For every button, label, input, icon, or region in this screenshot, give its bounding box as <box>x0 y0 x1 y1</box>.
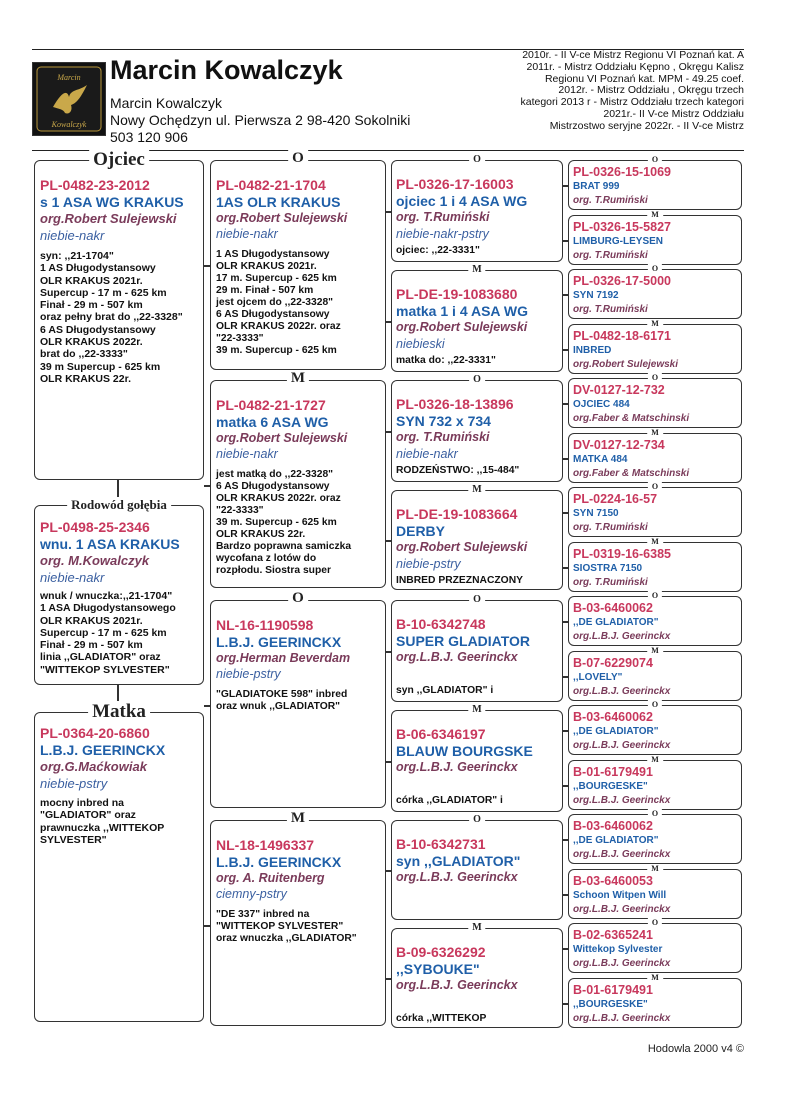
connector <box>563 567 568 569</box>
father-owner: org.Robert Sulejewski <box>40 211 177 226</box>
great-grandparent-description <box>396 795 503 807</box>
great-great-grandparent-card[interactable] <box>568 209 742 265</box>
great-grandparent-owner: org.L.B.J. Geerinckx <box>396 650 518 664</box>
description-line: córka ,,GLADIATOR" i <box>396 795 503 806</box>
gggp-ring: PL-0326-15-5827 <box>573 219 671 234</box>
subject-title: Rodowód gołębia <box>67 497 171 513</box>
great-great-grandparent-card[interactable] <box>568 972 742 1028</box>
great-grandparent-owner: org.L.B.J. Geerinckx <box>396 760 518 774</box>
description-line: "DE 337" inbred na <box>216 909 310 920</box>
great-grandparent-card[interactable] <box>391 814 563 920</box>
subject-ring: PL-0498-25-2346 <box>40 519 150 535</box>
subject-card[interactable] <box>34 497 204 685</box>
great-grandparent-name: SUPER GLADIATOR <box>396 633 531 649</box>
achievement-line: kategori 2013 r - Mistrz Oddziału trzech kategori <box>520 96 744 109</box>
connector <box>563 676 568 678</box>
gggp-ring: DV-0127-12-732 <box>573 383 665 397</box>
achievement-line: Regionu VI Poznań kat. MPM - 49.25 coef. <box>544 72 744 85</box>
sex-label: M <box>647 646 663 655</box>
connector <box>563 512 568 514</box>
description-line: 6 AS Długodystansowy <box>216 309 330 320</box>
sex-label: O <box>288 590 308 607</box>
gggp-ring: PL-0482-18-6171 <box>573 328 671 343</box>
grandparent-name: L.B.J. GEERINCKX <box>216 634 342 650</box>
achievements-list <box>454 50 744 133</box>
sex-label: M <box>647 210 663 219</box>
description-line: 39 m Supercup - 625 km <box>40 360 161 373</box>
sex-label: O <box>648 482 662 491</box>
description-line: Finał - 29 m - 507 km <box>40 639 143 652</box>
connector <box>204 705 210 707</box>
great-great-grandparent-card[interactable] <box>568 536 742 592</box>
description-line: jest ojcem do ,,22-3328" <box>216 297 334 308</box>
achievement-line: 2012r. - Mistrz Oddziału , Okręgu trzech <box>558 84 744 97</box>
description-line: oraz wnuk ,,GLADIATOR" <box>216 701 341 712</box>
great-grandparent-ring: PL-0326-18-13896 <box>396 396 514 412</box>
great-great-grandparent-card[interactable] <box>568 645 742 701</box>
description-line: 29 m. Finał - 507 km <box>216 285 314 296</box>
great-grandparent-description <box>396 465 519 477</box>
father-card[interactable] <box>34 149 204 480</box>
connector <box>563 458 568 460</box>
grandparent-color: niebie-nakr <box>216 447 278 461</box>
great-grandparent-color: niebie-nakr-pstry <box>396 227 489 241</box>
description-line: OLR KRAKUS 22r. <box>216 529 306 540</box>
description-line: matka do: ,,22-3331" <box>396 355 496 366</box>
great-grandparent-card[interactable] <box>391 922 563 1028</box>
father-description <box>40 250 183 385</box>
description-line: 1 AS Długodystansowy <box>40 262 156 275</box>
owner-phone: 503 120 906 <box>110 129 188 145</box>
gggp-owner: org.L.B.J. Geerinckx <box>573 740 671 751</box>
great-grandparent-name: ojciec 1 i 4 ASA WG <box>396 193 528 209</box>
connector <box>563 294 568 296</box>
connector <box>563 1003 568 1005</box>
subject-owner: org. M.Kowalczyk <box>40 553 150 568</box>
description-line: syn ,,GLADIATOR" i <box>396 685 494 696</box>
connector <box>563 240 568 242</box>
subject-color: niebie-nakr <box>40 570 105 585</box>
great-grandparent-owner: org.Robert Sulejewski <box>396 540 528 554</box>
grandparent-ring: PL-0482-21-1704 <box>216 177 326 193</box>
description-line: INBRED PRZEZNACZONY <box>396 575 523 586</box>
gggp-ring: B-03-6460062 <box>573 601 653 615</box>
description-line: Bardzo poprawna samiczka <box>216 541 352 552</box>
great-grandparent-description <box>396 685 493 697</box>
description-line: wnuk / wnuczka:,,21-1704" <box>40 590 173 602</box>
connector <box>563 621 568 623</box>
connector <box>386 431 391 433</box>
great-great-grandparent-card[interactable] <box>568 918 742 973</box>
description-line: RODZEŃSTWO: ,,15-484" <box>396 465 520 476</box>
connector <box>386 651 391 653</box>
sex-label: M <box>647 755 663 764</box>
description-line: brat do ,,22-3333" <box>40 348 128 361</box>
grandparent-ring: NL-16-1190598 <box>216 617 314 633</box>
gggp-ring: PL-0224-16-57 <box>573 492 658 506</box>
svg-text:Marcin: Marcin <box>57 73 81 82</box>
great-great-grandparent-card[interactable] <box>568 809 742 864</box>
gggp-name: Wittekop Sylvester <box>573 944 663 955</box>
description-line: 17 m. Supercup - 625 km <box>216 273 337 284</box>
great-grandparent-ring: B-06-6346197 <box>396 726 486 742</box>
grandparent-card[interactable] <box>210 810 386 1026</box>
great-grandparent-owner: org.L.B.J. Geerinckx <box>396 870 518 884</box>
great-great-grandparent-card[interactable] <box>568 264 742 319</box>
description-line: wycofana z lotów do <box>216 553 317 564</box>
great-grandparent-card[interactable] <box>391 594 563 702</box>
connector <box>563 894 568 896</box>
sex-label: M <box>468 264 485 275</box>
description-line: linia ,,GLADIATOR" oraz <box>40 651 161 664</box>
connector <box>563 349 568 351</box>
gggp-owner: org.L.B.J. Geerinckx <box>573 794 671 806</box>
sex-label: M <box>468 704 485 715</box>
gggp-owner: org. T.Rumiński <box>573 576 648 588</box>
gggp-owner: org. T.Rumiński <box>573 249 648 261</box>
great-grandparent-owner: org.L.B.J. Geerinckx <box>396 978 518 992</box>
description-line: rozpłodu. Siostra super <box>216 565 331 576</box>
gggp-owner: org. T.Rumiński <box>573 522 648 533</box>
description-line: 6 AS Długodystansowy <box>216 481 330 492</box>
grandparent-description <box>216 689 347 713</box>
mother-title: Matka <box>88 701 150 723</box>
club-logo <box>32 62 106 136</box>
gggp-owner: org. T.Rumiński <box>573 195 648 206</box>
description-line: Supercup - 17 m - 625 km <box>40 286 167 299</box>
mother-description <box>40 797 164 846</box>
great-grandparent-card[interactable] <box>391 374 563 482</box>
great-grandparent-ring: B-10-6342731 <box>396 836 486 852</box>
connector <box>563 185 568 187</box>
great-grandparent-color: niebie-nakr <box>396 447 458 461</box>
grandparent-name: L.B.J. GEERINCKX <box>216 854 342 870</box>
grandparent-color: niebie-nakr <box>216 227 278 241</box>
great-grandparent-owner: org.Robert Sulejewski <box>396 320 528 334</box>
gggp-name: LIMBURG-LEYSEN <box>573 235 663 247</box>
great-grandparent-name: BLAUW BOURGSKE <box>396 743 533 759</box>
connector <box>386 321 391 323</box>
sex-label: O <box>469 154 485 165</box>
great-great-grandparent-card[interactable] <box>568 373 742 428</box>
sex-label: M <box>647 319 663 328</box>
sex-label: O <box>648 809 662 818</box>
gggp-name: OJCIEC 484 <box>573 399 630 410</box>
sex-label: M <box>287 810 309 827</box>
sex-label: O <box>648 591 662 600</box>
gggp-name: SYN 7192 <box>573 290 619 301</box>
gggp-owner: org.L.B.J. Geerinckx <box>573 685 671 697</box>
achievement-line: 2010r. - II V-ce Mistrz Regionu VI Poznań kat. A <box>522 49 744 61</box>
sex-label: O <box>648 700 662 709</box>
description-line: oraz pełny brat do ,,22-3328" <box>40 311 183 324</box>
description-line: ojciec: ,,22-3331" <box>396 245 480 256</box>
grandparent-description <box>216 909 357 945</box>
great-grandparent-description <box>396 355 496 367</box>
gggp-ring: B-01-6179491 <box>573 982 653 997</box>
sex-label: O <box>469 594 485 605</box>
gggp-name: ,,LOVELY" <box>573 671 623 683</box>
grandparent-description <box>216 469 351 577</box>
gggp-name: BRAT 999 <box>573 181 620 192</box>
great-great-grandparent-card[interactable] <box>568 863 742 919</box>
sex-label: O <box>648 373 662 382</box>
grandparent-name: matka 6 ASA WG <box>216 414 329 430</box>
description-line: OLR KRAKUS 2021r. <box>216 261 317 272</box>
gggp-owner: org.L.B.J. Geerinckx <box>573 1012 671 1024</box>
gggp-name: SYN 7150 <box>573 508 619 519</box>
grandparent-ring: PL-0482-21-1727 <box>216 397 326 413</box>
gggp-ring: DV-0127-12-734 <box>573 437 665 452</box>
description-line: "22-3333" <box>216 333 264 344</box>
great-grandparent-ring: PL-0326-17-16003 <box>396 176 514 192</box>
connector <box>563 839 568 841</box>
great-great-grandparent-card[interactable] <box>568 318 742 374</box>
sex-label: O <box>648 155 662 164</box>
connector <box>204 925 210 927</box>
achievement-line: 2021r.- II V-ce Mistrz Oddziału <box>603 107 744 120</box>
connector <box>563 948 568 950</box>
great-grandparent-ring: B-09-6326292 <box>396 944 486 960</box>
mother-ring: PL-0364-20-6860 <box>40 725 150 741</box>
description-line: syn: ,,21-1704" <box>40 250 114 262</box>
great-grandparent-name: DERBY <box>396 523 446 539</box>
great-grandparent-description <box>396 245 480 257</box>
great-grandparent-name: SYN 732 x 734 <box>396 413 491 429</box>
gggp-owner: org. T.Rumiński <box>573 304 648 315</box>
achievement-line: 2011r. - Mistrz Oddziału Kępno , Okręgu Kalisz <box>526 60 744 73</box>
gggp-ring: B-07-6229074 <box>573 655 653 670</box>
gggp-ring: PL-0319-16-6385 <box>573 546 671 561</box>
owner-address: Nowy Ochędzyn ul. Pierwsza 2 98-420 Sokolniki <box>110 112 411 128</box>
gggp-name: ,,DE GLADIATOR" <box>573 835 659 846</box>
description-line: Supercup - 17 m - 625 km <box>40 626 167 639</box>
description-line: prawnuczka ,,WITTEKOP <box>40 821 165 834</box>
great-grandparent-card[interactable] <box>391 704 563 812</box>
sex-label: O <box>469 374 485 385</box>
connector <box>386 211 391 213</box>
gggp-name: Schoon Witpen Will <box>573 889 667 901</box>
great-great-grandparent-card[interactable] <box>568 591 742 646</box>
gggp-name: ,,BOURGESKE" <box>573 780 648 792</box>
description-line: oraz wnuczka ,,GLADIATOR" <box>216 933 357 944</box>
great-grandparent-name: matka 1 i 4 ASA WG <box>396 303 529 319</box>
sex-label: O <box>648 264 662 273</box>
great-grandparent-name: ,,SYBOUKE" <box>396 961 480 977</box>
subject-description <box>40 590 176 676</box>
description-line: SYLVESTER" <box>40 833 107 846</box>
connector <box>563 785 568 787</box>
description-line: 6 AS Długodystansowy <box>40 323 156 336</box>
gggp-name: MATKA 484 <box>573 453 628 465</box>
gggp-ring: B-03-6460062 <box>573 710 653 724</box>
great-grandparent-owner: org. T.Rumiński <box>396 430 490 444</box>
description-line: OLR KRAKUS 2022r. <box>40 336 143 349</box>
gggp-name: ,,BOURGESKE" <box>573 998 648 1010</box>
grandparent-ring: NL-18-1496337 <box>216 837 315 853</box>
grandparent-owner: org.Herman Beverdam <box>216 651 351 665</box>
gggp-ring: B-03-6460053 <box>573 873 653 888</box>
grandparent-owner: org.Robert Sulejewski <box>216 211 348 225</box>
sex-label: M <box>647 537 663 546</box>
great-great-grandparent-card[interactable] <box>568 754 742 810</box>
great-grandparent-color: niebieski <box>396 337 445 351</box>
gggp-ring: PL-0326-15-1069 <box>573 165 671 179</box>
description-line: "WITTEKOP SYLVESTER" <box>40 663 170 676</box>
connector <box>563 730 568 732</box>
gggp-ring: B-01-6179491 <box>573 764 653 779</box>
gggp-name: SIOSTRA 7150 <box>573 562 643 574</box>
gggp-owner: org.L.B.J. Geerinckx <box>573 631 671 642</box>
mother-name: L.B.J. GEERINCKX <box>40 742 166 758</box>
grandparent-description <box>216 249 341 357</box>
great-grandparent-name: syn ,,GLADIATOR" <box>396 853 521 869</box>
great-grandparent-card[interactable] <box>391 264 563 372</box>
father-color: niebie-nakr <box>40 228 105 243</box>
description-line: "GLADIATOKE 598" inbred <box>216 689 348 700</box>
father-title: Ojciec <box>89 149 149 171</box>
sex-label: M <box>647 864 663 873</box>
gggp-owner: org.Robert Sulejewski <box>573 358 679 370</box>
grandparent-card[interactable] <box>210 150 386 370</box>
gggp-name: ,,DE GLADIATOR" <box>573 617 659 628</box>
grandparent-owner: org.Robert Sulejewski <box>216 431 348 445</box>
description-line: 1 ASA Długodystansowego <box>40 602 176 615</box>
father-name: s 1 ASA WG KRAKUS <box>40 194 184 210</box>
description-line: "22-3333" <box>216 505 264 516</box>
owner-name: Marcin Kowalczyk <box>110 55 343 85</box>
description-line: "WITTEKOP SYLVESTER" <box>216 921 344 932</box>
description-line: 1 AS Długodystansowy <box>216 249 330 260</box>
description-line: "GLADIATOR" oraz <box>40 809 136 822</box>
great-grandparent-ring: PL-DE-19-1083664 <box>396 506 518 522</box>
great-grandparent-ring: B-10-6342748 <box>396 616 486 632</box>
sex-label: M <box>647 973 663 982</box>
great-grandparent-ring: PL-DE-19-1083680 <box>396 286 518 302</box>
great-grandparent-color: niebie-pstry <box>396 557 461 571</box>
gggp-name: ,,DE GLADIATOR" <box>573 726 659 737</box>
gggp-owner: org.Faber & Matschinski <box>573 413 690 424</box>
connector <box>204 265 210 267</box>
gggp-ring: B-03-6460062 <box>573 819 653 833</box>
gggp-owner: org.L.B.J. Geerinckx <box>573 958 671 969</box>
gggp-owner: org.L.B.J. Geerinckx <box>573 903 671 915</box>
gggp-owner: org.Faber & Matschinski <box>573 467 690 479</box>
footer-credit: Hodowla 2000 v4 © <box>647 1043 744 1055</box>
sex-label: O <box>648 918 662 927</box>
connector <box>204 485 210 487</box>
description-line: Finał - 29 m - 507 km <box>40 299 143 312</box>
connector <box>386 870 391 872</box>
description-line: 39 m. Supercup - 625 km <box>216 517 337 528</box>
description-line: OLR KRAKUS 2022r. oraz <box>216 493 341 504</box>
great-great-grandparent-card[interactable] <box>568 700 742 755</box>
description-line: 39 m. Supercup - 625 km <box>216 345 337 356</box>
pigeon-logo-icon <box>33 63 105 135</box>
connector <box>386 540 391 542</box>
great-grandparent-card[interactable] <box>391 154 563 262</box>
gggp-ring: PL-0326-17-5000 <box>573 274 671 288</box>
mother-color: niebie-pstry <box>40 776 108 791</box>
gggp-ring: B-02-6365241 <box>573 928 653 942</box>
owner-name-small: Marcin Kowalczyk <box>110 95 223 111</box>
mother-owner: org.G.Maćkowiak <box>40 759 147 774</box>
subject-name: wnu. 1 ASA KRAKUS <box>40 536 180 552</box>
gggp-name: INBRED <box>573 344 612 356</box>
description-line: córka ,,WITTEKOP <box>396 1013 487 1024</box>
mother-card[interactable] <box>34 701 204 1022</box>
sex-label: M <box>287 370 309 387</box>
sex-label: O <box>288 150 308 167</box>
great-grandparent-owner: org. T.Rumiński <box>396 210 490 224</box>
connector <box>386 978 391 980</box>
gggp-owner: org.L.B.J. Geerinckx <box>573 849 671 860</box>
svg-text:Kowalczyk: Kowalczyk <box>51 120 87 129</box>
grandparent-color: niebie-pstry <box>216 667 281 681</box>
description-line: mocny inbred na <box>40 797 125 809</box>
great-grandparent-card[interactable] <box>391 484 563 590</box>
grandparent-name: 1AS OLR KRAKUS <box>216 194 341 210</box>
sex-label: M <box>647 428 663 437</box>
grandparent-card[interactable] <box>210 590 386 808</box>
great-great-grandparent-card[interactable] <box>568 427 742 483</box>
sex-label: M <box>468 484 485 495</box>
great-grandparent-description <box>396 575 523 587</box>
description-line: jest matką do ,,22-3328" <box>216 469 334 480</box>
father-ring: PL-0482-23-2012 <box>40 177 150 193</box>
grandparent-owner: org. A. Ruitenberg <box>216 871 325 885</box>
grandparent-card[interactable] <box>210 370 386 588</box>
connector <box>563 403 568 405</box>
achievement-line: Mistrzostwo seryjne 2022r. - II V-ce Mistrz <box>549 119 744 132</box>
great-grandparent-description <box>396 1013 486 1025</box>
sex-label: O <box>469 814 485 825</box>
description-line: OLR KRAKUS 2021r. <box>40 614 143 627</box>
connector <box>386 761 391 763</box>
great-great-grandparent-card[interactable] <box>568 482 742 537</box>
grandparent-color: ciemny-pstry <box>216 887 287 901</box>
great-great-grandparent-card[interactable] <box>568 155 742 210</box>
sex-label: M <box>468 922 485 933</box>
description-line: OLR KRAKUS 2021r. <box>40 274 143 287</box>
description-line: OLR KRAKUS 2022r. oraz <box>216 321 341 332</box>
description-line: OLR KRAKUS 22r. <box>40 372 132 385</box>
